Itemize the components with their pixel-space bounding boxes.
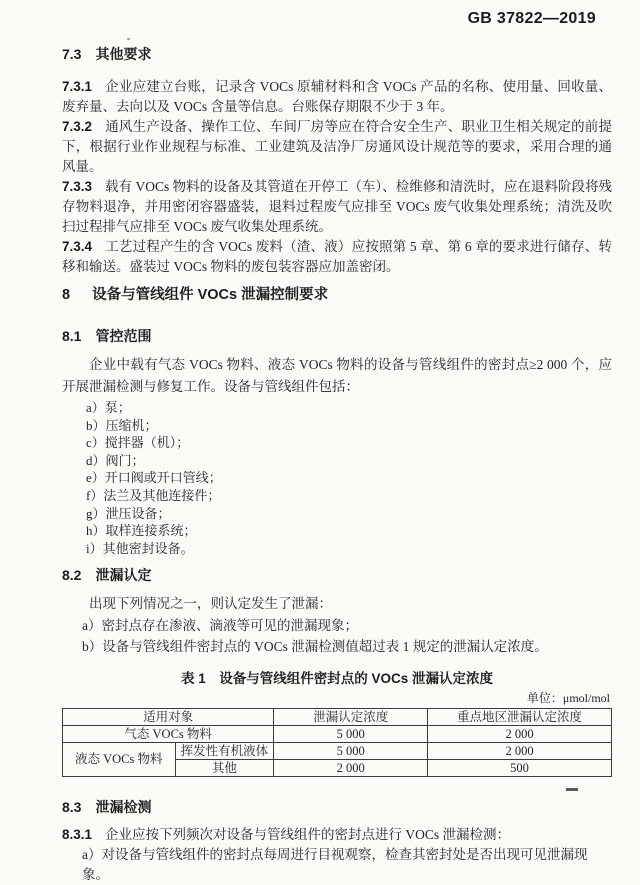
scan-speck [127,38,130,40]
heading-number: 8.2 [62,567,82,584]
clause-7-3-4 [62,237,612,277]
scan-corner-mark [566,788,578,791]
clause-text: 企业应按下列频次对设备与管线组件的密封点进行 VOCs 泄漏检测： [105,826,511,842]
list-item: e）开口阀或开口管线； [86,470,222,486]
cell-liquid-a-conc: 5 000 [274,742,428,759]
heading-8-2 [62,565,612,585]
heading-title: 其他要求 [95,46,152,62]
cell-gas-label: 气态 VOCs 物料 [63,725,274,742]
heading-number: 8.3 [62,798,82,815]
cell-liquid-b-conc: 2 000 [274,759,428,776]
cell-liquid-label: 液态 VOCs 物料 [63,742,176,776]
table1-unit: 单位：μmol/mol [526,690,610,705]
heading-8-3 [62,797,612,817]
list-item: h）取样连接系统； [86,523,197,539]
list-item: b）压缩机； [86,417,158,433]
heading-title: 泄漏检测 [95,798,152,815]
clause-text: 载有 VOCs 物料的设备及其管道在开停工（车）、检维修和清洗时，应在退料阶段将残存物料退净，并用密闭容器盛装，退料过程废气应排至 VOCs 废气收集处理系统；清洗及吹扫过程排气应排至 VOCs 废气收集处理系统。 [62,179,612,234]
list-item: b）设备与管线组件密封点的 VOCs 泄漏检测值超过表 1 规定的泄漏认定浓度。 [82,639,548,655]
paragraph-8-2-intro: 出现下列情况之一，则认定发生了泄漏： [89,596,332,612]
heading-title: 管控范围 [95,328,152,344]
clause-text: 工艺过程产生的含 VOCs 废料（渣、液）应按照第 5 章、第 6 章的要求进行储存、转移和输送。盛装过 VOCs 物料的废包装容器应加盖密闭。 [62,239,612,274]
cell-liquid-a-key: 2 000 [428,742,612,759]
list-8-3-frequency [62,845,612,885]
paragraph-8-1-intro: 企业中载有气态 VOCs 物料、液态 VOCs 物料的设备与管线组件的密封点≥2 000 个，应开展泄漏检测与修复工作。设备与管线组件包括： [62,357,612,394]
list-item: a）对设备与管线组件的密封点每周进行目视观察，检查其密封处是否出现可见泄漏现象。 [82,846,588,882]
table-row [63,742,612,759]
table1-caption: 表 1 设备与管线组件密封点的 VOCs 泄漏认定浓度 [180,670,494,686]
heading-title: 设备与管线组件 VOCs 泄漏控制要求 [92,287,329,303]
list-item: c）搅拌器（机）； [86,435,190,451]
table1 [62,708,612,777]
column-header: 泄漏认定浓度 [274,708,428,725]
cell-liquid-b-label: 其他 [175,759,274,776]
table-header-row [63,708,612,725]
clause-number: 8.3.1 [62,826,93,842]
standard-code: GB 37822—2019 [467,10,596,27]
heading-8-1 [62,326,612,346]
list-item: a）密封点存在渗液、滴液等可见的泄漏现象； [82,617,358,633]
heading-8 [62,283,612,304]
clauses-8-3 [62,825,612,845]
column-header: 适用对象 [63,708,274,725]
cell-liquid-a-label: 挥发性有机液体 [175,742,274,759]
clause-number: 7.3.2 [62,119,93,134]
cell-gas-conc: 5 000 [274,725,428,742]
cell-gas-key: 2 000 [428,725,612,742]
list-item: f）法兰及其他连接件； [86,487,221,503]
list-8-2-conditions [62,615,612,658]
heading-number: 8 [62,287,71,303]
heading-title: 泄漏认定 [95,567,152,584]
clause-7-3-1 [62,77,612,117]
list-item: i）其他密封设备。 [86,540,194,556]
heading-7-3 [62,44,612,64]
list-item: d）阀门； [86,452,145,468]
clause-text: 通风生产设备、操作工位、车间厂房等应在符合安全生产、职业卫生相关规定的前提下，根据行业作业规程与标准、工业建筑及洁净厂房通风设计规范等的要求，采用合理的通风量。 [62,119,612,174]
list-item: a）泵； [86,400,131,415]
heading-number: 8.1 [62,328,82,344]
column-header: 重点地区泄漏认定浓度 [428,708,612,725]
clause-number: 7.3.3 [62,179,93,194]
cell-liquid-b-key: 500 [428,759,612,776]
list-8-1-components [62,399,612,557]
clause-number: 7.3.1 [62,79,93,94]
clause-7-3-2 [62,117,612,177]
clause-number: 7.3.4 [62,239,93,254]
clause-8-3-1 [62,825,612,845]
clause-7-3-3 [62,177,612,237]
heading-number: 7.3 [62,46,82,62]
list-item: g）泄压设备； [86,505,171,521]
clause-text: 企业应建立台账，记录含 VOCs 原辅材料和含 VOCs 产品的名称、使用量、回收量、废弃量、去向以及 VOCs 含量等信息。台账保存期限不少于 3 年。 [62,79,612,114]
table-row [63,725,612,742]
clauses-7-3 [62,77,612,277]
